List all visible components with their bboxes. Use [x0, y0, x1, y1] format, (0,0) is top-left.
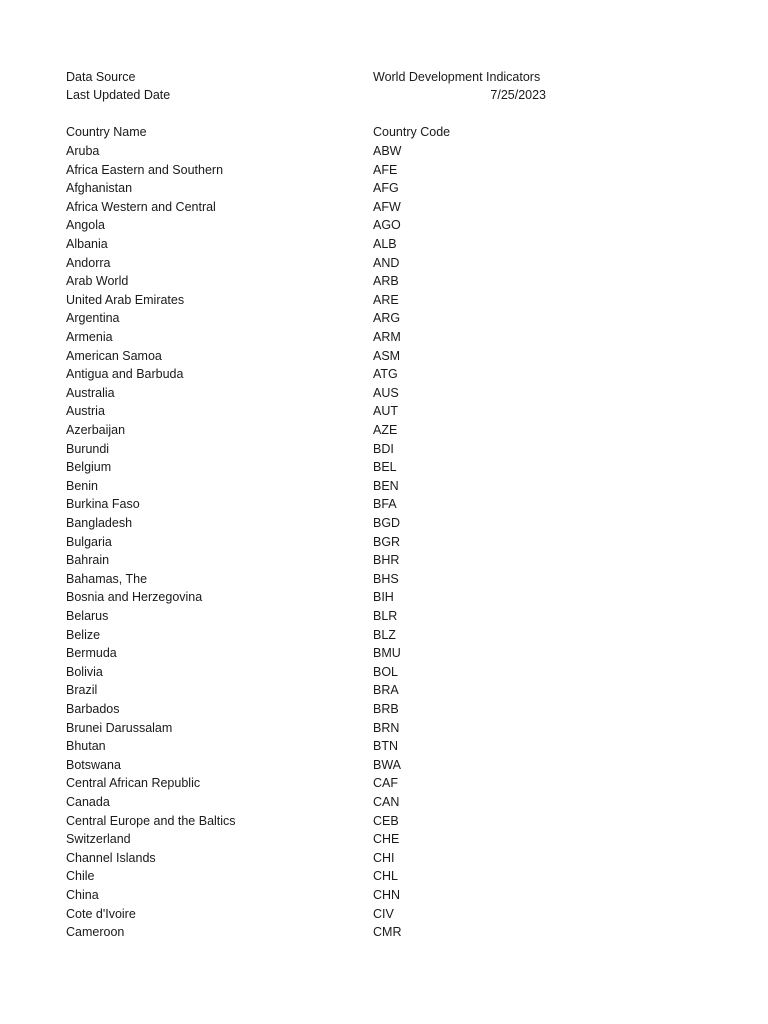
country-name-cell: Central Europe and the Baltics [66, 813, 236, 828]
table-row [66, 849, 546, 868]
data-source-label: Data Source [66, 69, 136, 84]
country-code-cell: AUS [373, 385, 399, 400]
country-code-cell: BLZ [373, 627, 396, 642]
country-code-cell: BOL [373, 664, 399, 679]
table-row [66, 756, 546, 775]
country-code-cell: BTN [373, 739, 398, 754]
table-row [66, 495, 546, 514]
country-code-cell: BEN [373, 478, 399, 493]
country-name-cell: Bermuda [66, 646, 117, 661]
country-code-cell: CHI [373, 850, 395, 865]
table-row [66, 570, 546, 589]
country-code-cell: ARB [373, 274, 399, 289]
country-code-cell: CAF [373, 776, 398, 791]
table-row [66, 737, 546, 756]
table-row [66, 514, 546, 533]
table-row [66, 774, 546, 793]
table-row [66, 309, 546, 328]
table-row [66, 421, 546, 440]
country-name-cell: Chile [66, 869, 95, 884]
country-code-cell: AFE [373, 162, 398, 177]
country-name-cell: Bosnia and Herzegovina [66, 590, 203, 605]
table-row [66, 440, 546, 459]
country-name-cell: Andorra [66, 255, 111, 270]
country-name-cell: Austria [66, 404, 105, 419]
last-updated-row [66, 86, 546, 105]
country-name-cell: Canada [66, 794, 110, 809]
country-code-cell: BHS [373, 571, 399, 586]
table-row [66, 607, 546, 626]
country-name-cell: Cote d'Ivoire [66, 906, 136, 921]
country-code-cell: BLR [373, 608, 398, 623]
table-row [66, 216, 546, 235]
country-code-cell: CHL [373, 869, 399, 884]
table-row [66, 719, 546, 738]
country-code-cell: ARG [373, 311, 401, 326]
table-row [66, 142, 546, 161]
country-name-cell: Argentina [66, 311, 120, 326]
country-code-cell: AFW [373, 199, 401, 214]
table-row [66, 458, 546, 477]
country-code-cell: CAN [373, 794, 400, 809]
country-name-cell: Bhutan [66, 739, 106, 754]
country-name-cell: Aruba [66, 143, 100, 158]
country-name-cell: Bangladesh [66, 515, 133, 530]
data-source-value: World Development Indicators [373, 69, 541, 84]
country-code-cell: ARM [373, 329, 401, 344]
table-row [66, 681, 546, 700]
table-row [66, 812, 546, 831]
country-name-cell: Albania [66, 236, 108, 251]
table-row [66, 347, 546, 366]
country-name-cell: Africa Western and Central [66, 199, 216, 214]
country-code-cell: CMR [373, 925, 402, 940]
table-row [66, 235, 546, 254]
country-name-cell: Switzerland [66, 832, 131, 847]
header-country-code: Country Code [373, 125, 451, 140]
country-code-cell: BEL [373, 460, 397, 475]
country-name-cell: Botswana [66, 757, 121, 772]
country-code-cell: BRN [373, 720, 400, 735]
data-source-row [66, 68, 546, 87]
last-updated-value: 7/25/2023 [490, 88, 546, 103]
country-code-cell: BMU [373, 646, 401, 661]
country-name-cell: Cameroon [66, 925, 125, 940]
table-row [66, 588, 546, 607]
table-row [66, 328, 546, 347]
country-code-cell: ASM [373, 348, 401, 363]
table-row [66, 272, 546, 291]
table-row [66, 161, 546, 180]
country-code-cell: BGR [373, 534, 401, 549]
country-name-cell: Australia [66, 385, 115, 400]
country-name-cell: Belize [66, 627, 101, 642]
table-row [66, 551, 546, 570]
country-name-cell: Arab World [66, 274, 129, 289]
table-row [66, 365, 546, 384]
country-code-cell: BDI [373, 441, 394, 456]
table-row [66, 644, 546, 663]
country-name-cell: Barbados [66, 701, 120, 716]
table-header-row [66, 123, 546, 142]
country-code-cell: BGD [373, 515, 401, 530]
table-row [66, 291, 546, 310]
country-name-cell: Burundi [66, 441, 110, 456]
country-name-cell: Belgium [66, 460, 112, 475]
country-code-cell: BHR [373, 553, 400, 568]
country-code-cell: ARE [373, 292, 399, 307]
country-code-cell: AZE [373, 422, 398, 437]
country-name-cell: Africa Eastern and Southern [66, 162, 224, 177]
country-name-cell: Afghanistan [66, 181, 133, 196]
country-code-cell: CEB [373, 813, 399, 828]
country-code-cell: ABW [373, 143, 402, 158]
country-name-cell: Armenia [66, 329, 113, 344]
country-code-cell: AFG [373, 181, 399, 196]
country-name-cell: Benin [66, 478, 98, 493]
table-row [66, 198, 546, 217]
country-code-cell: BIH [373, 590, 394, 605]
country-code-cell: BWA [373, 757, 402, 772]
table-row [66, 402, 546, 421]
country-name-cell: Angola [66, 218, 105, 233]
country-code-cell: AUT [373, 404, 398, 419]
country-name-cell: Central African Republic [66, 776, 201, 791]
country-name-cell: Channel Islands [66, 850, 156, 865]
table-row [66, 905, 546, 924]
header-country-name: Country Name [66, 125, 147, 140]
country-name-cell: American Samoa [66, 348, 162, 363]
country-code-cell: BRB [373, 701, 399, 716]
country-code-cell: CHE [373, 832, 400, 847]
country-name-cell: United Arab Emirates [66, 292, 185, 307]
country-name-cell: Bolivia [66, 664, 103, 679]
last-updated-label: Last Updated Date [66, 88, 171, 103]
table-row [66, 793, 546, 812]
table-row [66, 384, 546, 403]
table-row [66, 254, 546, 273]
country-name-cell: Belarus [66, 608, 109, 623]
country-name-cell: Antigua and Barbuda [66, 367, 184, 382]
table-row [66, 886, 546, 905]
country-code-cell: ALB [373, 236, 397, 251]
country-name-cell: Azerbaijan [66, 422, 126, 437]
country-code-cell: BFA [373, 497, 397, 512]
table-row [66, 923, 546, 942]
country-name-cell: Bulgaria [66, 534, 112, 549]
table-row [66, 830, 546, 849]
table-row [66, 700, 546, 719]
country-name-cell: Brazil [66, 683, 98, 698]
country-code-cell: CHN [373, 887, 401, 902]
country-name-cell: Bahrain [66, 553, 110, 568]
country-name-cell: Burkina Faso [66, 497, 140, 512]
table-row [66, 663, 546, 682]
table-row [66, 626, 546, 645]
country-code-cell: AGO [373, 218, 401, 233]
country-name-cell: Bahamas, The [66, 571, 148, 586]
table-row [66, 477, 546, 496]
country-code-cell: AND [373, 255, 400, 270]
table-row [66, 867, 546, 886]
country-code-cell: CIV [373, 906, 394, 921]
country-code-cell: ATG [373, 367, 398, 382]
country-name-cell: Brunei Darussalam [66, 720, 173, 735]
table-row [66, 179, 546, 198]
table-row [66, 533, 546, 552]
country-code-cell: BRA [373, 683, 399, 698]
country-name-cell: China [66, 887, 99, 902]
